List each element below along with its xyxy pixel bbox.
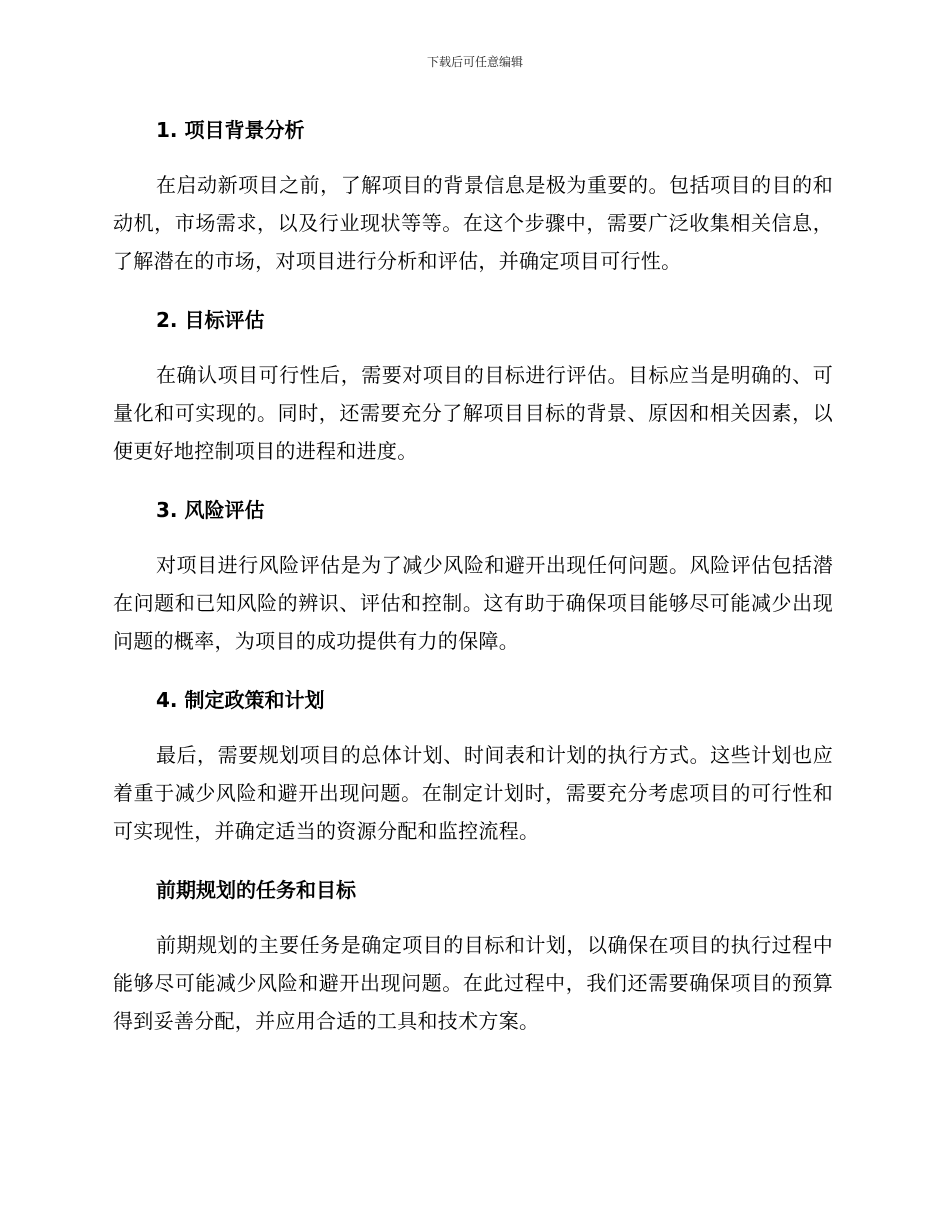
section-paragraph: 对项目进行风险评估是为了减少风险和避开出现任何问题。风险评估包括潜在问题和已知风险的辨识、评估和控制。这有助于确保项目能够尽可能减少出现问题的概率，为项目的成功提供有力的保障。	[113, 553, 833, 653]
section-heading: 1. 项目背景分析	[156, 118, 305, 142]
page-header: 下载后可任意编辑	[426, 55, 523, 69]
section-paragraph: 最后，需要规划项目的总体计划、时间表和计划的执行方式。这些计划也应着重于减少风险和避开出现问题。在制定计划时，需要充分考虑项目的可行性和可实现性，并确定适当的资源分配和监控流程。	[113, 743, 833, 843]
section-paragraph: 前期规划的主要任务是确定项目的目标和计划，以确保在项目的执行过程中能够尽可能减少风险和避开出现问题。在此过程中，我们还需要确保项目的预算得到妥善分配，并应用合适的工具和技术方案。	[113, 933, 833, 1033]
section-risk-assessment	[113, 492, 833, 660]
section-policy-and-plan	[113, 682, 833, 850]
section-heading: 3. 风险评估	[156, 498, 265, 522]
document-body	[113, 112, 833, 1062]
section-heading: 4. 制定政策和计划	[156, 688, 325, 712]
section-heading: 前期规划的任务和目标	[156, 878, 356, 902]
section-early-planning-tasks	[113, 872, 833, 1040]
section-goal-assessment	[113, 302, 833, 470]
section-paragraph: 在确认项目可行性后，需要对项目的目标进行评估。目标应当是明确的、可量化和可实现的。同时，还需要充分了解项目目标的背景、原因和相关因素，以便更好地控制项目的进程和进度。	[113, 363, 833, 463]
section-paragraph: 在启动新项目之前，了解项目的背景信息是极为重要的。包括项目的目的和动机，市场需求，以及行业现状等等。在这个步骤中，需要广泛收集相关信息，了解潜在的市场，对项目进行分析和评估，并确定项目可行性。	[113, 173, 833, 273]
section-project-background	[113, 112, 833, 280]
section-heading: 2. 目标评估	[156, 308, 265, 332]
